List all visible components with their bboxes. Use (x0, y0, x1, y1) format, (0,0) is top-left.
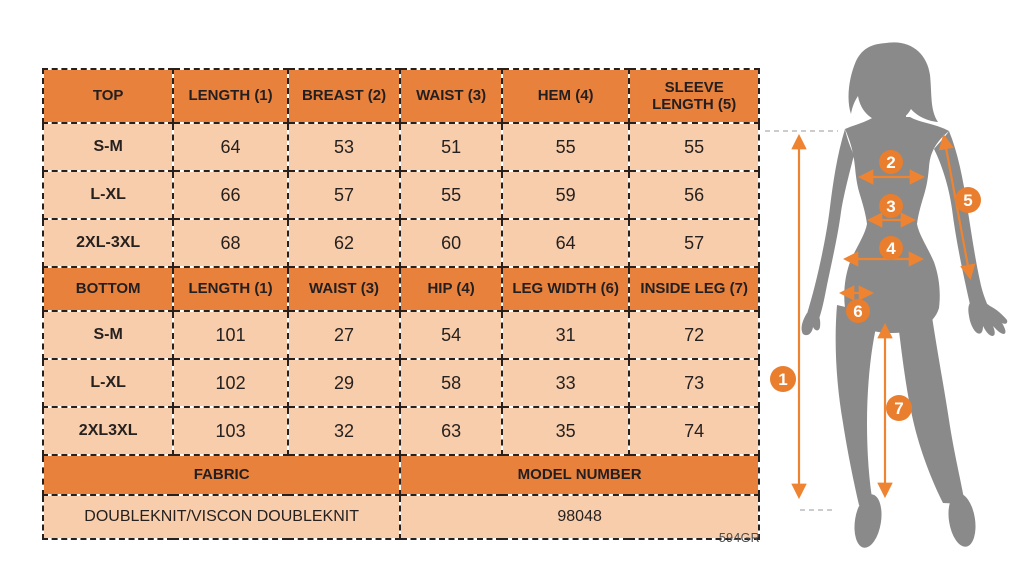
measurement-value: 101 (173, 311, 288, 359)
measurement-figure (764, 15, 1024, 560)
footer-header-row (43, 455, 759, 495)
measurement-value: 56 (629, 171, 759, 219)
top-column-header: HEM (4) (502, 69, 629, 123)
size-label: L-XL (43, 359, 173, 407)
bottom-column-header: INSIDE LEG (7) (629, 267, 759, 311)
marker-number-2: 2 (886, 153, 896, 172)
marker-number-4: 4 (886, 239, 896, 258)
left-leg-shape (836, 305, 879, 505)
measurement-value: 31 (502, 311, 629, 359)
measurement-value: 102 (173, 359, 288, 407)
measurement-value: 72 (629, 311, 759, 359)
table-row (43, 123, 759, 171)
table-row (43, 171, 759, 219)
bottom-column-header: BOTTOM (43, 267, 173, 311)
table-row (43, 359, 759, 407)
bottom-header-row (43, 267, 759, 311)
bottom-column-header: LEG WIDTH (6) (502, 267, 629, 311)
measurement-value: 62 (288, 219, 400, 267)
measurement-value: 57 (629, 219, 759, 267)
fabric-value: DOUBLEKNIT/VISCON DOUBLEKNIT (43, 495, 400, 539)
size-label: L-XL (43, 171, 173, 219)
top-column-header: SLEEVE LENGTH (5) (629, 69, 759, 123)
style-code: 594GR (718, 531, 760, 545)
measurement-value: 59 (502, 171, 629, 219)
right-arm-shape (934, 131, 988, 312)
measurement-value: 53 (288, 123, 400, 171)
measurement-value: 55 (502, 123, 629, 171)
size-chart-table (42, 68, 760, 540)
fabric-header: FABRIC (43, 455, 400, 495)
marker-number-3: 3 (886, 197, 896, 216)
size-label: S-M (43, 123, 173, 171)
top-header-row (43, 69, 759, 123)
model-number-value: 98048 (400, 495, 759, 539)
marker-number-6: 6 (853, 302, 863, 321)
marker-number-5: 5 (963, 191, 973, 210)
size-label: 2XL3XL (43, 407, 173, 455)
measurement-value: 32 (288, 407, 400, 455)
measurement-value: 33 (502, 359, 629, 407)
marker-number-1: 1 (778, 370, 788, 389)
size-label: S-M (43, 311, 173, 359)
measurement-value: 51 (400, 123, 502, 171)
measurement-value: 64 (173, 123, 288, 171)
measurement-value: 35 (502, 407, 629, 455)
top-column-header: WAIST (3) (400, 69, 502, 123)
marker-number-7: 7 (894, 399, 904, 418)
measurement-value: 58 (400, 359, 502, 407)
table-row (43, 219, 759, 267)
measurement-value: 27 (288, 311, 400, 359)
bottom-column-header: WAIST (3) (288, 267, 400, 311)
left-foot-shape (851, 492, 885, 549)
right-hand-shape (968, 301, 1007, 336)
measurement-value: 68 (173, 219, 288, 267)
top-column-header: BREAST (2) (288, 69, 400, 123)
measurement-value: 63 (400, 407, 502, 455)
measurement-value: 55 (400, 171, 502, 219)
top-column-header: TOP (43, 69, 173, 123)
measurement-value: 64 (502, 219, 629, 267)
measurement-value: 103 (173, 407, 288, 455)
top-column-header: LENGTH (1) (173, 69, 288, 123)
table-row (43, 407, 759, 455)
table-row (43, 311, 759, 359)
measurement-value: 60 (400, 219, 502, 267)
measurement-value: 66 (173, 171, 288, 219)
measurement-value: 54 (400, 311, 502, 359)
model-number-header: MODEL NUMBER (400, 455, 759, 495)
measurement-value: 57 (288, 171, 400, 219)
measurement-value: 29 (288, 359, 400, 407)
bottom-column-header: LENGTH (1) (173, 267, 288, 311)
measurement-value: 55 (629, 123, 759, 171)
size-label: 2XL-3XL (43, 219, 173, 267)
bottom-column-header: HIP (4) (400, 267, 502, 311)
measurement-value: 74 (629, 407, 759, 455)
left-hand-shape (802, 311, 821, 335)
female-silhouette (802, 42, 1008, 549)
measurement-value: 73 (629, 359, 759, 407)
